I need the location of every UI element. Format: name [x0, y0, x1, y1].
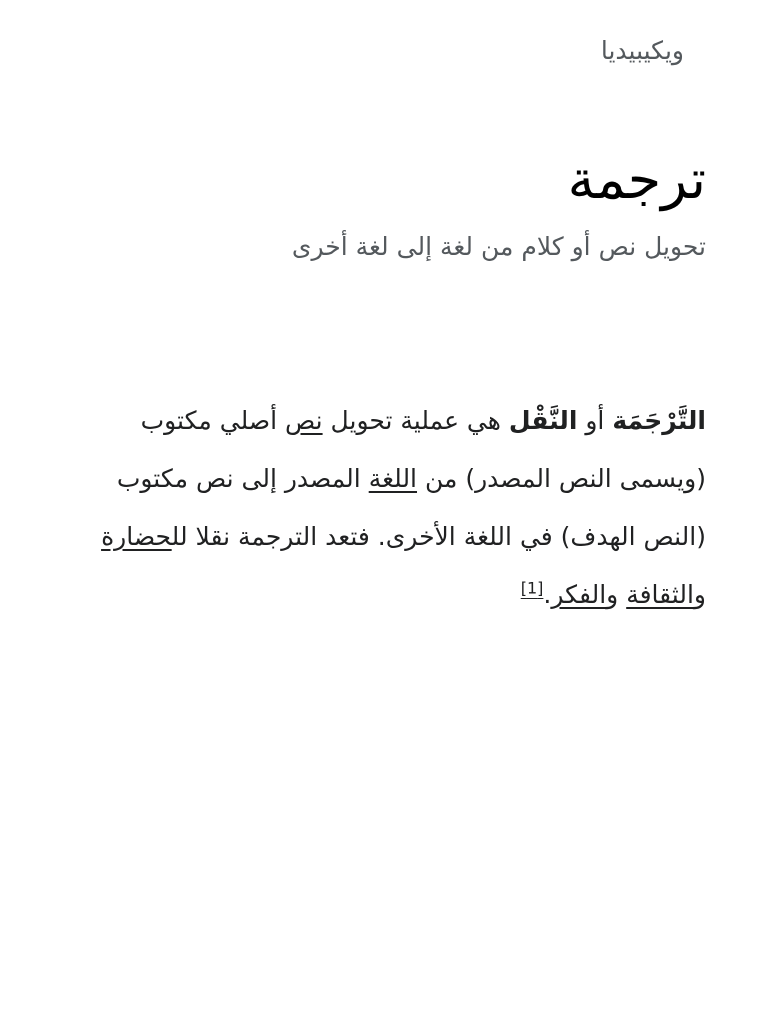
- bold-term-naql: النَّقْل: [508, 406, 578, 435]
- link-civilization[interactable]: حضارة: [101, 522, 172, 551]
- link-thought[interactable]: الفكر: [551, 580, 607, 609]
- article-text: .: [543, 580, 552, 609]
- site-name[interactable]: ويكيبيديا: [600, 36, 684, 65]
- page-title: ترجمة: [567, 148, 706, 211]
- bold-term-tarjama: التَّرْجَمَة: [612, 406, 706, 435]
- article-text: لل: [171, 522, 188, 551]
- page-description: تحويل نص أو كلام من لغة إلى لغة أخرى: [291, 232, 706, 261]
- link-culture[interactable]: الثقافة: [626, 580, 694, 609]
- article-text: و: [693, 580, 706, 609]
- reference-link[interactable]: [521, 579, 544, 598]
- article-text: هي عملية تحويل: [330, 406, 501, 435]
- article-text: المصدر إلى نص مكتوب (النص الهدف) في اللغة الأخرى. فتعد الترجمة نقلا: [116, 464, 706, 551]
- article-text: و: [606, 580, 619, 609]
- article-body: [96, 392, 706, 624]
- article-text: أصلي مكتوب (ويسمى النص المصدر) من: [140, 406, 706, 493]
- article-paragraph: [96, 392, 706, 624]
- link-language[interactable]: اللغة: [368, 464, 418, 493]
- reference-link-text[interactable]: [1]: [520, 578, 544, 598]
- link-text[interactable]: نص: [285, 406, 323, 435]
- article-text: أو: [585, 406, 605, 435]
